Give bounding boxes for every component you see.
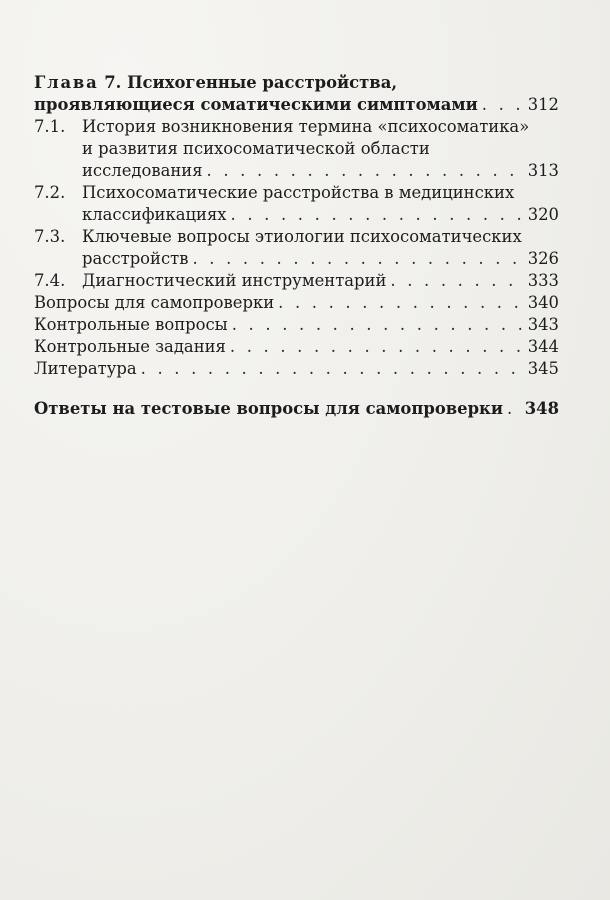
section-7-4-line-1 [34, 270, 559, 292]
section-number: 7.3. [34, 227, 66, 246]
section-title-cont: исследования [82, 161, 203, 180]
section-7-1-line-3 [34, 160, 559, 182]
chapter-title-line-2 [34, 94, 559, 116]
extra-page: 345 [527, 359, 559, 378]
extra-label: Литература [34, 359, 137, 378]
extra-label: Вопросы для самопроверки [34, 293, 275, 312]
extra-literature [34, 358, 559, 380]
section-7-2-line-2 [34, 204, 559, 226]
section-page: 313 [527, 161, 559, 180]
spacer [34, 380, 559, 398]
section-title: История возникновения термина «психосоматика» [82, 117, 530, 136]
section-7-2-line-1 [34, 182, 559, 204]
chapter-title-part-1: Психогенные расстройства, [127, 73, 398, 92]
chapter-title-line-1 [34, 72, 559, 94]
answers-line [34, 398, 559, 420]
section-number: 7.2. [34, 183, 66, 202]
section-7-3-line-1 [34, 226, 559, 248]
leader-dots [192, 248, 523, 270]
extra-control-questions [34, 314, 559, 336]
section-number: 7.4. [34, 271, 66, 290]
extra-page: 340 [527, 293, 559, 312]
section-number: 7.1. [34, 117, 66, 136]
chapter-number: 7. [104, 73, 122, 92]
leader-dots [141, 358, 524, 380]
extra-label: Контрольные вопросы [34, 315, 228, 334]
leader-dots [231, 204, 524, 226]
section-title-cont: классификациях [82, 205, 227, 224]
section-7-3-line-2 [34, 248, 559, 270]
chapter-title-part-2: проявляющиеся соматическими симптомами [34, 95, 478, 114]
extra-label: Контрольные задания [34, 337, 226, 356]
leader-dots [278, 292, 524, 314]
leader-dots [482, 94, 524, 116]
leader-dots [390, 270, 523, 292]
extra-page: 343 [527, 315, 559, 334]
answers-page: 348 [524, 399, 559, 418]
section-page: 320 [527, 205, 559, 224]
extra-self-check [34, 292, 559, 314]
chapter-prefix: Глава [34, 73, 99, 92]
section-page: 326 [527, 249, 559, 268]
section-title: Психосоматические расстройства в медицинских [82, 183, 515, 202]
section-page: 333 [527, 271, 559, 290]
section-title-cont: и развития психосоматической области [82, 139, 430, 158]
table-of-contents [34, 72, 559, 420]
extra-page: 344 [527, 337, 559, 356]
answers-label: Ответы на тестовые вопросы для самопроверки [34, 399, 504, 418]
section-7-1-line-2 [34, 138, 559, 160]
leader-dots [207, 160, 524, 182]
leader-dots [232, 314, 524, 336]
section-7-1-line-1 [34, 116, 559, 138]
section-title-cont: расстройств [82, 249, 189, 268]
extra-control-tasks [34, 336, 559, 358]
leader-dots [230, 336, 524, 358]
section-title: Диагностический инструментарий [82, 271, 387, 290]
leader-dots [507, 398, 521, 420]
chapter-page: 312 [527, 95, 559, 114]
section-title: Ключевые вопросы этиологии психосоматических [82, 227, 522, 246]
